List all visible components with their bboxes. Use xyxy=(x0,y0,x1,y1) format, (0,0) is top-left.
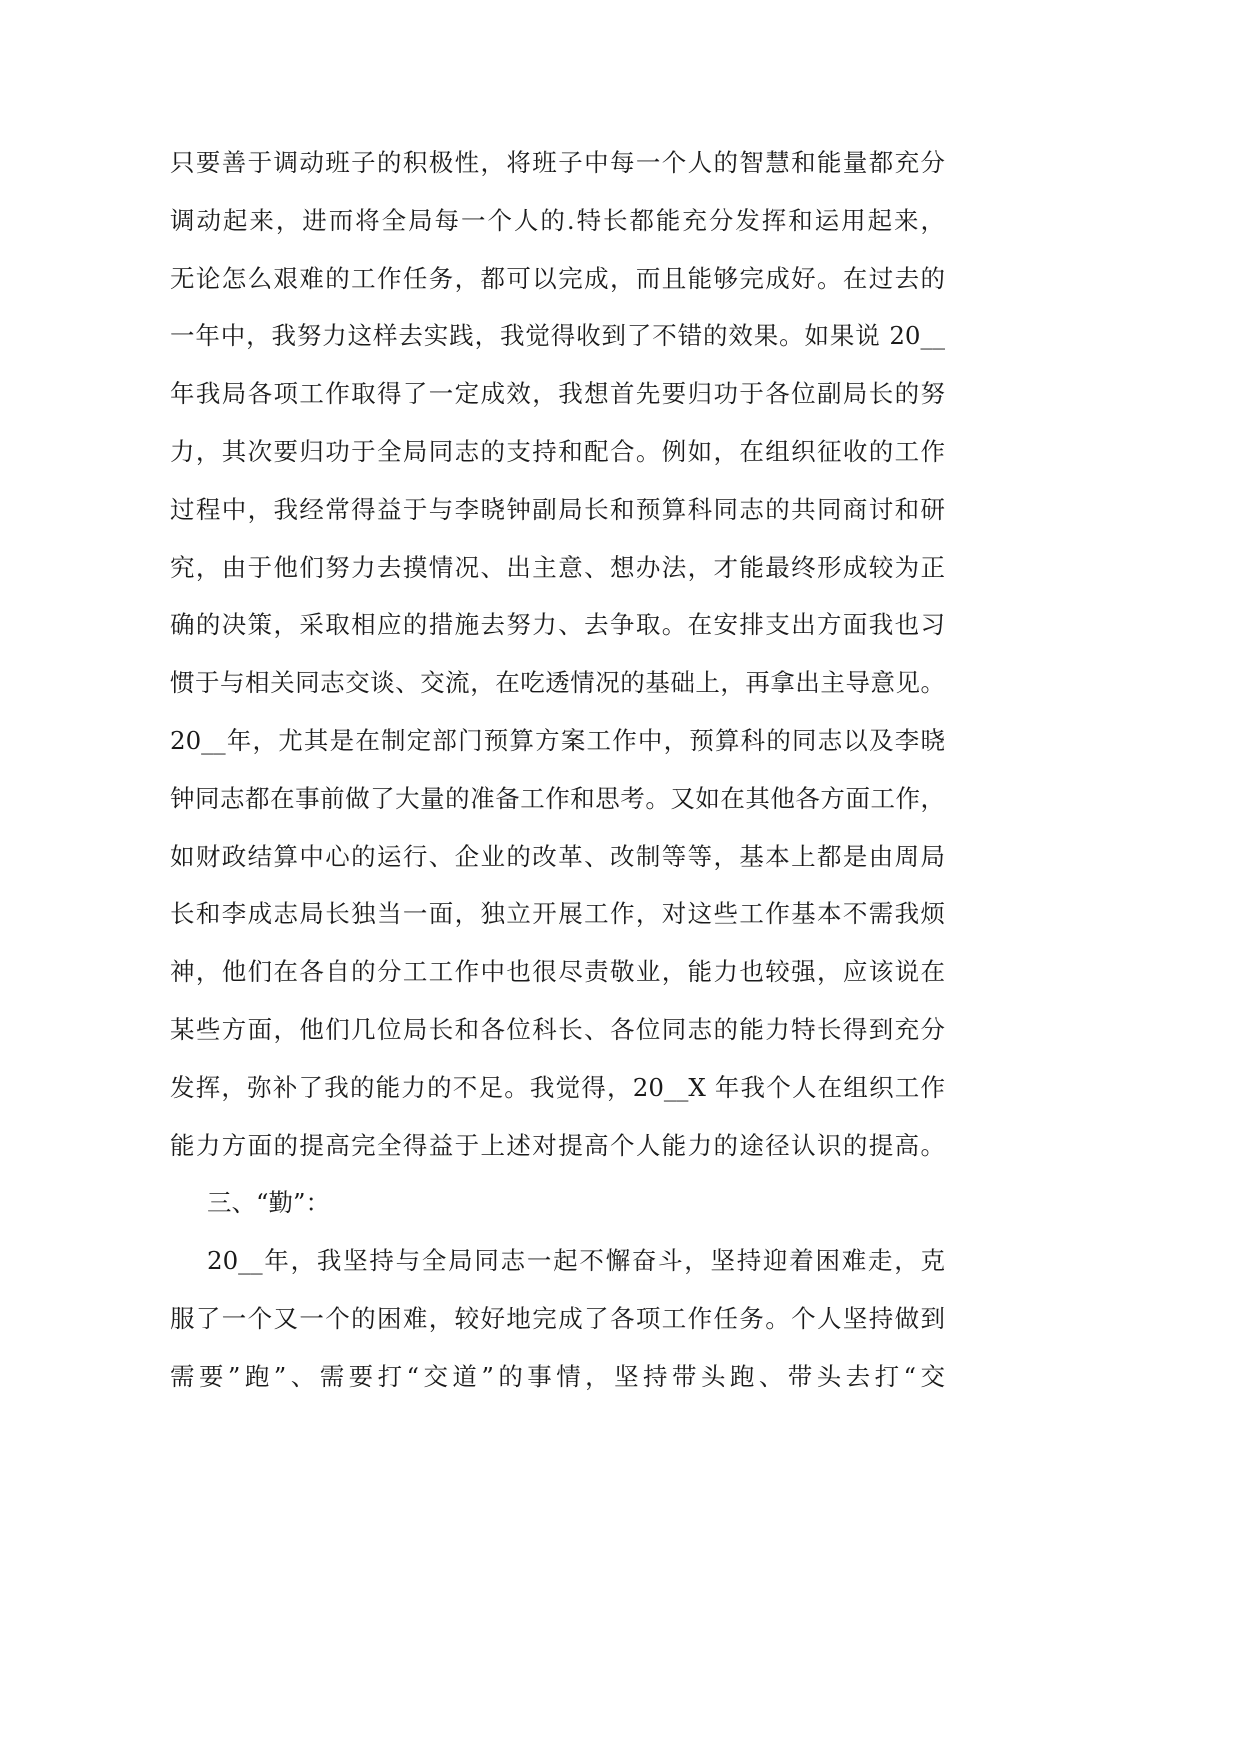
text-line: 一年中，我努力这样去实践，我觉得收到了不错的效果。如果说 20__ xyxy=(170,321,945,351)
text-line: 究，由于他们努力去摸情况、出主意、想办法，才能最终形成较为正 xyxy=(170,552,945,582)
text-line: 调动起来，进而将全局每一个人的.特长都能充分发挥和运用起来， xyxy=(170,205,945,235)
text-line: 年我局各项工作取得了一定成效，我想首先要归功于各位副局长的努 xyxy=(170,379,945,409)
text-line: 确的决策，采取相应的措施去努力、去争取。在安排支出方面我也习 xyxy=(170,610,945,640)
text-line: 发挥，弥补了我的能力的不足。我觉得，20__X 年我个人在组织工作 xyxy=(170,1072,945,1102)
text-line: 力，其次要归功于全局同志的支持和配合。例如，在组织征收的工作 xyxy=(170,436,945,466)
text-line: 长和李成志局长独当一面，独立开展工作，对这些工作基本不需我烦 xyxy=(170,899,945,929)
text-line: 钟同志都在事前做了大量的准备工作和思考。又如在其他各方面工作， xyxy=(170,783,945,813)
paragraph-continued xyxy=(170,134,945,1174)
text-line: 只要善于调动班子的积极性，将班子中每一个人的智慧和能量都充分 xyxy=(170,148,945,177)
document-body xyxy=(170,134,945,1406)
text-line: 某些方面，他们几位局长和各位科长、各位同志的能力特长得到充分 xyxy=(170,1014,945,1044)
text-line: 无论怎么艰难的工作任务，都可以完成，而且能够完成好。在过去的 xyxy=(170,263,945,293)
text-line: 惯于与相关同志交谈、交流，在吃透情况的基础上，再拿出主导意见。 xyxy=(170,668,945,698)
section-heading xyxy=(170,1174,945,1232)
section-heading-text: 三、“勤”： xyxy=(207,1188,331,1218)
text-line: 服了一个又一个的困难，较好地完成了各项工作任务。个人坚持做到 xyxy=(170,1303,945,1333)
text-line: 能力方面的提高完全得益于上述对提高个人能力的途径认识的提高。 xyxy=(170,1130,945,1160)
text-line: 20__年，我坚持与全局同志一起不懈奋斗，坚持迎着困难走，克 xyxy=(207,1246,945,1276)
text-line: 神，他们在各自的分工工作中也很尽责敬业，能力也较强，应该说在 xyxy=(170,957,945,987)
text-line: 需要”跑”、需要打“交道”的事情，坚持带头跑、带头去打“交 xyxy=(170,1361,945,1391)
text-line: 过程中，我经常得益于与李晓钟副局长和预算科同志的共同商讨和研 xyxy=(170,494,945,524)
text-line: 如财政结算中心的运行、企业的改革、改制等等，基本上都是由周局 xyxy=(170,841,945,871)
paragraph xyxy=(170,1232,945,1405)
text-line: 20__年，尤其是在制定部门预算方案工作中，预算科的同志以及李晓 xyxy=(170,725,945,755)
